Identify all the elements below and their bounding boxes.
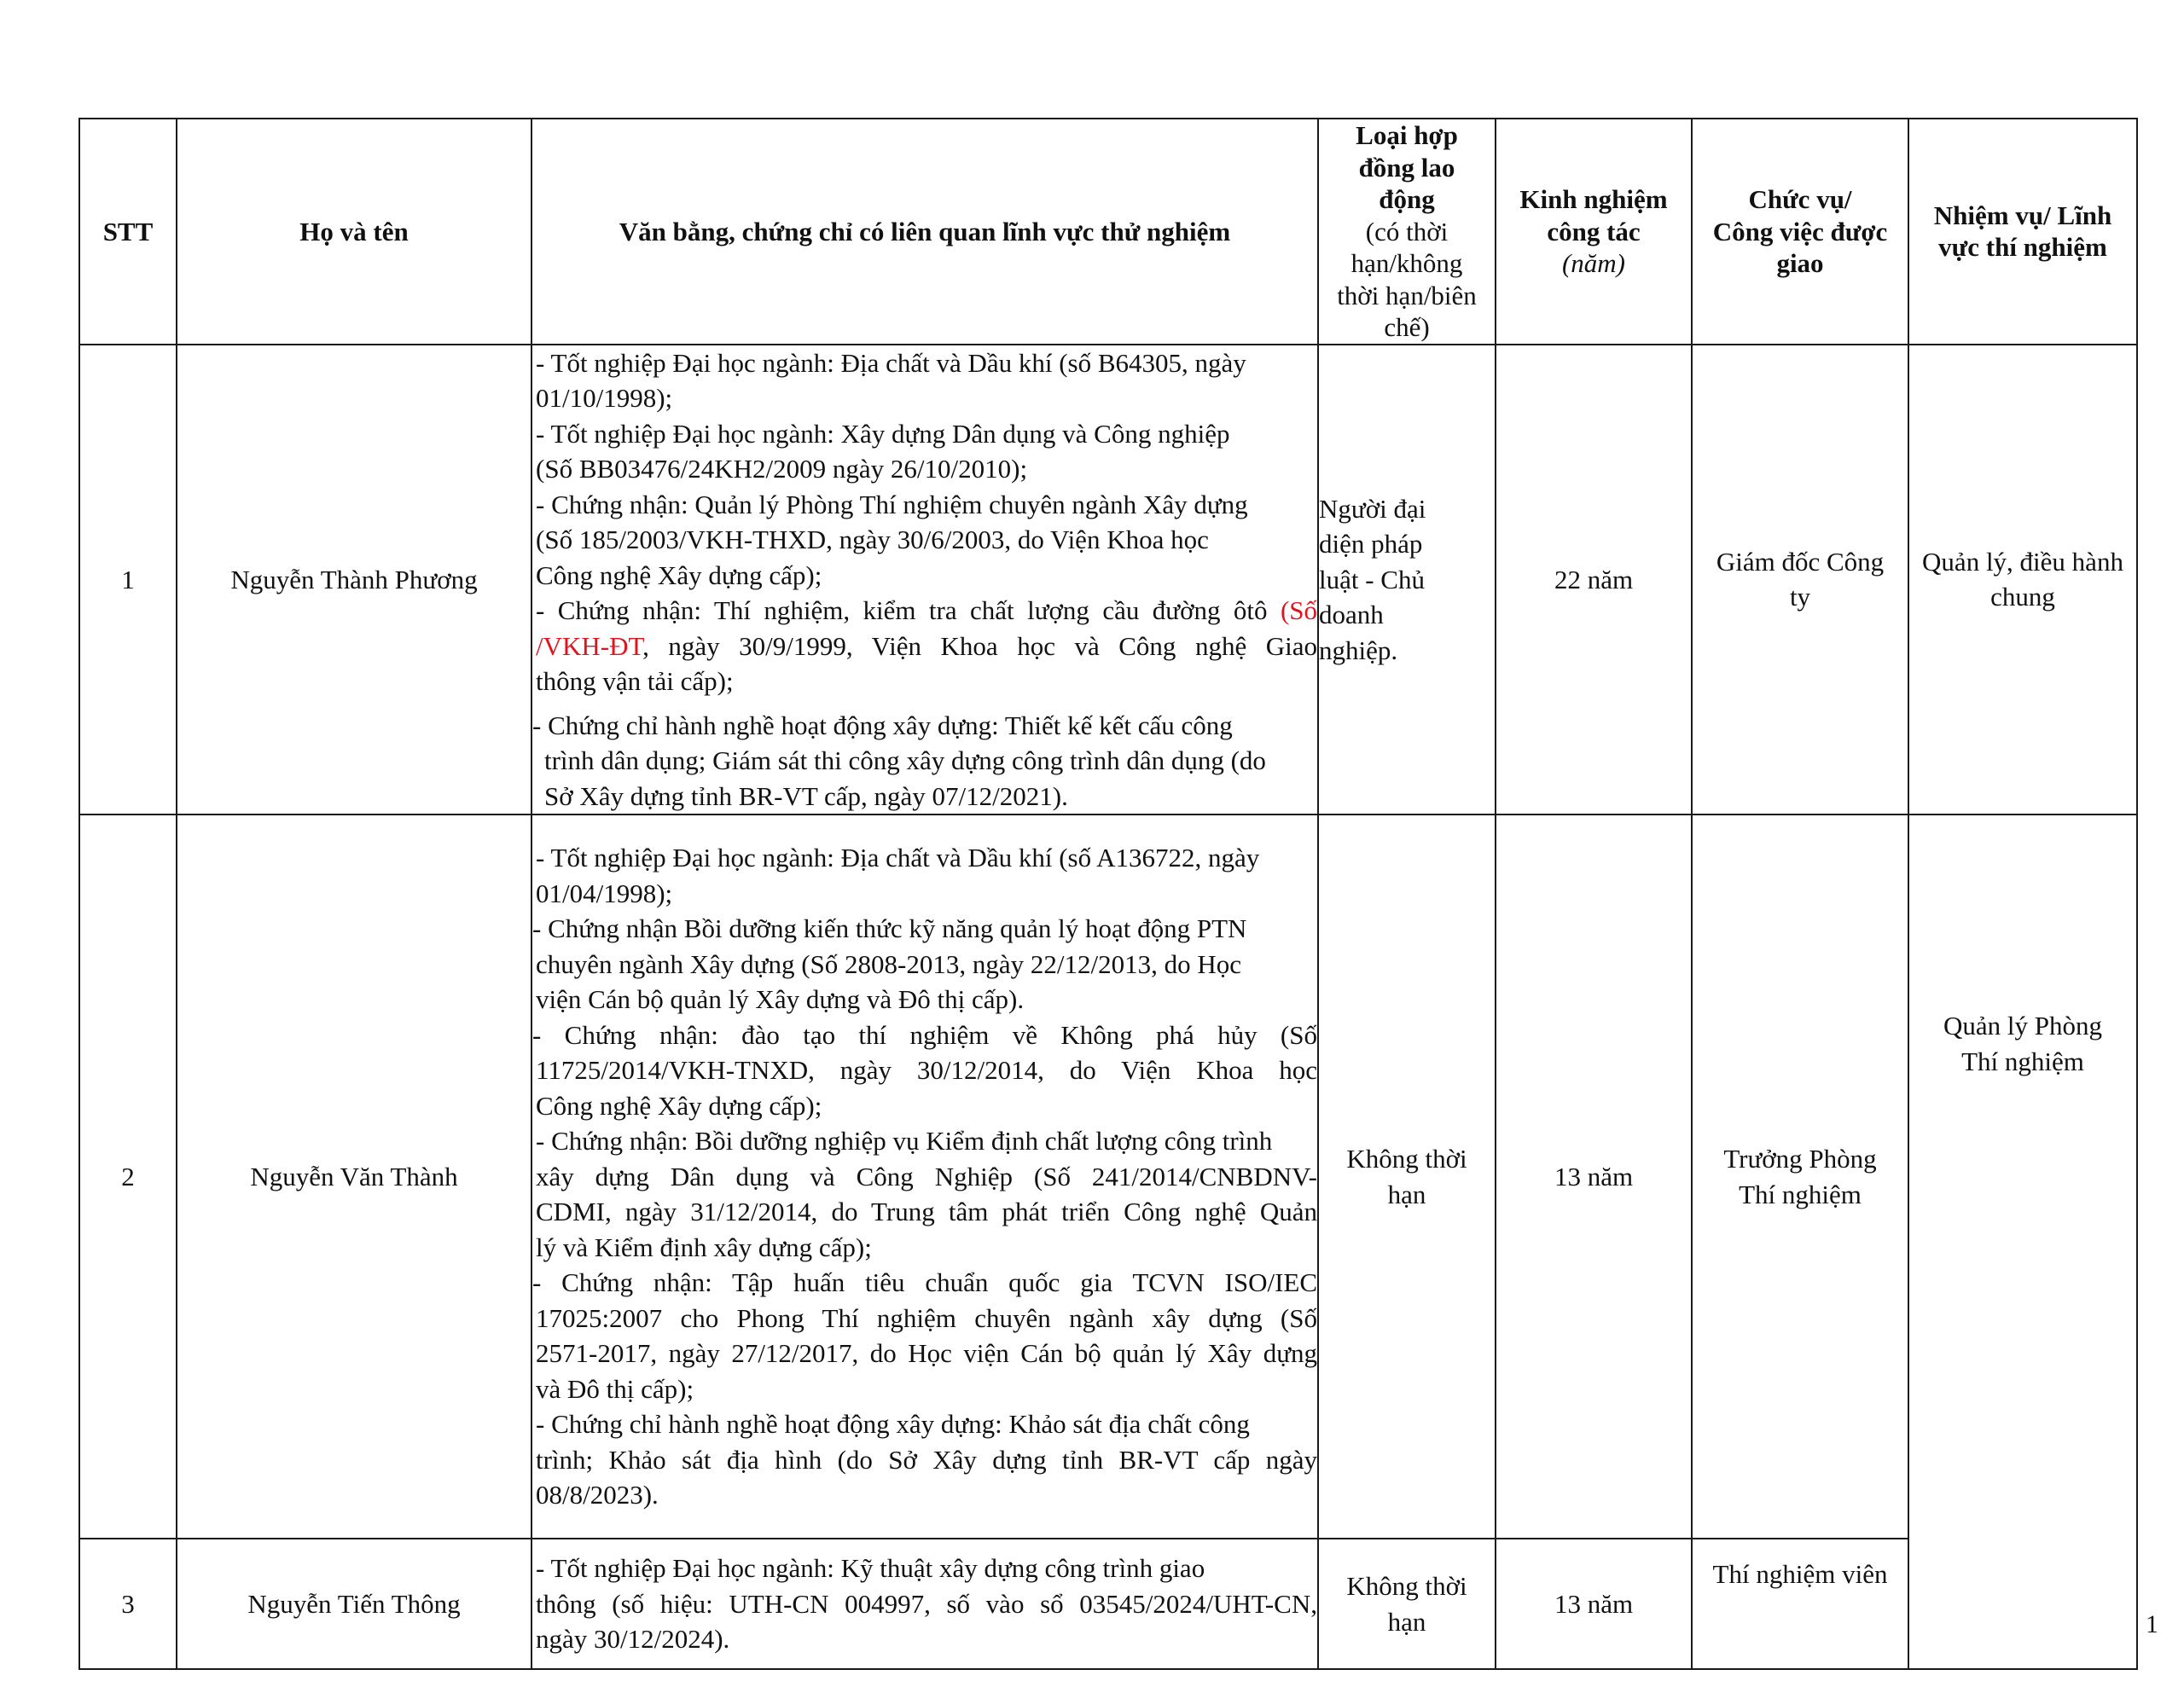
header-experience: Kinh nghiệm công tác (năm) bbox=[1496, 119, 1692, 345]
highlighted-reference: /VKH-ĐT bbox=[536, 630, 643, 661]
cell-qualifications: - Tốt nghiệp Đại học ngành: Kỹ thuật xây dựng công trình giao thông (số hiệu: UTH-CN 004997, số vào sổ 03545/2024/UHT-CN, ngày 30/12/2024). bbox=[531, 1539, 1318, 1669]
personnel-table bbox=[78, 118, 2138, 1670]
cell-position: Trưởng Phòng Thí nghiệm bbox=[1692, 815, 1908, 1539]
header-position: Chức vụ/ Công việc được giao bbox=[1692, 119, 1908, 345]
page-number: 1 bbox=[2146, 1610, 2158, 1638]
cell-experience: 13 năm bbox=[1496, 815, 1692, 1539]
cell-contract-type: Không thời hạn bbox=[1318, 815, 1496, 1539]
cell-position: Giám đốc Công ty bbox=[1692, 345, 1908, 815]
cell-qualifications: - Tốt nghiệp Đại học ngành: Địa chất và Dầu khí (số A136722, ngày 01/04/1998); - Chứng nhận Bồi dưỡng kiến thức kỹ năng quản lý hoạt động PTN chuyên ngành Xây dựng (Số 2808-2013, ngày 22/12/2013, do Học viện Cán bộ quản lý Xây dựng và Đô thị cấp). - Chứng nhận: đào tạo thí nghiệm về Không phá hủy (Số 11725/2014/VKH-TNXD, ngày 30/12/2014, do Viện Khoa học Công nghệ Xây dựng cấp); - Chứng nhận: Bồi dưỡng nghiệp vụ Kiểm định chất lượng công trình xây dựng Dân dụng và Công Nghiệp (Số 241/2014/CNBDNV- CDMI, ngày 31/12/2014, do Trung tâm phát triển Công nghệ Quản lý và Kiểm định xây dựng cấp); - Chứng nhận: Tập huấn tiêu chuẩn quốc gia TCVN ISO/IEC 17025:2007 cho Phong Thí nghiệm chuyên ngành xây dựng (Số 2571-2017, ngày 27/12/2017, do Học viện Cán bộ quản lý Xây dựng và Đô thị cấp); - Chứng chỉ hành nghề hoạt động xây dựng: Khảo sát địa chất công trình; Khảo sát địa hình (do Sở Xây dựng tỉnh BR-VT cấp ngày 08/8/2023). bbox=[531, 815, 1318, 1539]
table-header-row bbox=[79, 119, 2137, 345]
header-duty: Nhiệm vụ/ Lĩnh vực thí nghiệm bbox=[1908, 119, 2137, 345]
table-row bbox=[79, 815, 2137, 1539]
cell-stt: 3 bbox=[79, 1539, 177, 1669]
cell-qualifications: - Tốt nghiệp Đại học ngành: Địa chất và Dầu khí (số B64305, ngày 01/10/1998); - Tốt nghiệp Đại học ngành: Xây dựng Dân dụng và Công nghiệp (Số BB03476/24KH2/2009 ngày 26/10/2010); - Chứng nhận: Quản lý Phòng Thí nghiệm chuyên ngành Xây dựng (Số 185/2003/VKH-THXD, ngày 30/6/2003, do Viện Khoa học Công nghệ Xây dựng cấp); - Chứng nhận: Thí nghiệm, kiểm tra chất lượng cầu đường ôtô (Số /VKH-ĐT, ngày 30/9/1999, Viện Khoa học và Công nghệ Giao thông vận tải cấp); - Chứng chỉ hành nghề hoạt động xây dựng: Thiết kế kết cấu công trình dân dụng; Giám sát thi công xây dựng công trình dân dụng (do Sở Xây dựng tỉnh BR-VT cấp, ngày 07/12/2021). bbox=[531, 345, 1318, 815]
header-contract-type: Loại hợp đồng lao động (có thời hạn/không thời hạn/biên chế) bbox=[1318, 119, 1496, 345]
cell-experience: 22 năm bbox=[1496, 345, 1692, 815]
cell-contract-type: Người đại diện pháp luật - Chủ doanh nghiệp. bbox=[1318, 345, 1496, 815]
table-row bbox=[79, 345, 2137, 815]
cell-duty: Quản lý Phòng Thí nghiệm bbox=[1908, 815, 2137, 1669]
header-stt: STT bbox=[79, 119, 177, 345]
cell-experience: 13 năm bbox=[1496, 1539, 1692, 1669]
cell-stt: 1 bbox=[79, 345, 177, 815]
cell-stt: 2 bbox=[79, 815, 177, 1539]
cell-name: Nguyễn Tiến Thông bbox=[177, 1539, 531, 1669]
header-qualifications: Văn bằng, chứng chỉ có liên quan lĩnh vực thử nghiệm bbox=[531, 119, 1318, 345]
cell-duty: Quản lý, điều hành chung bbox=[1908, 345, 2137, 815]
cell-contract-type: Không thời hạn bbox=[1318, 1539, 1496, 1669]
highlighted-reference: (Số bbox=[1280, 595, 1318, 625]
table-row bbox=[79, 1539, 2137, 1669]
cell-position: Thí nghiệm viên bbox=[1692, 1539, 1908, 1669]
cell-name: Nguyễn Văn Thành bbox=[177, 815, 531, 1539]
cell-name: Nguyễn Thành Phương bbox=[177, 345, 531, 815]
header-name: Họ và tên bbox=[177, 119, 531, 345]
